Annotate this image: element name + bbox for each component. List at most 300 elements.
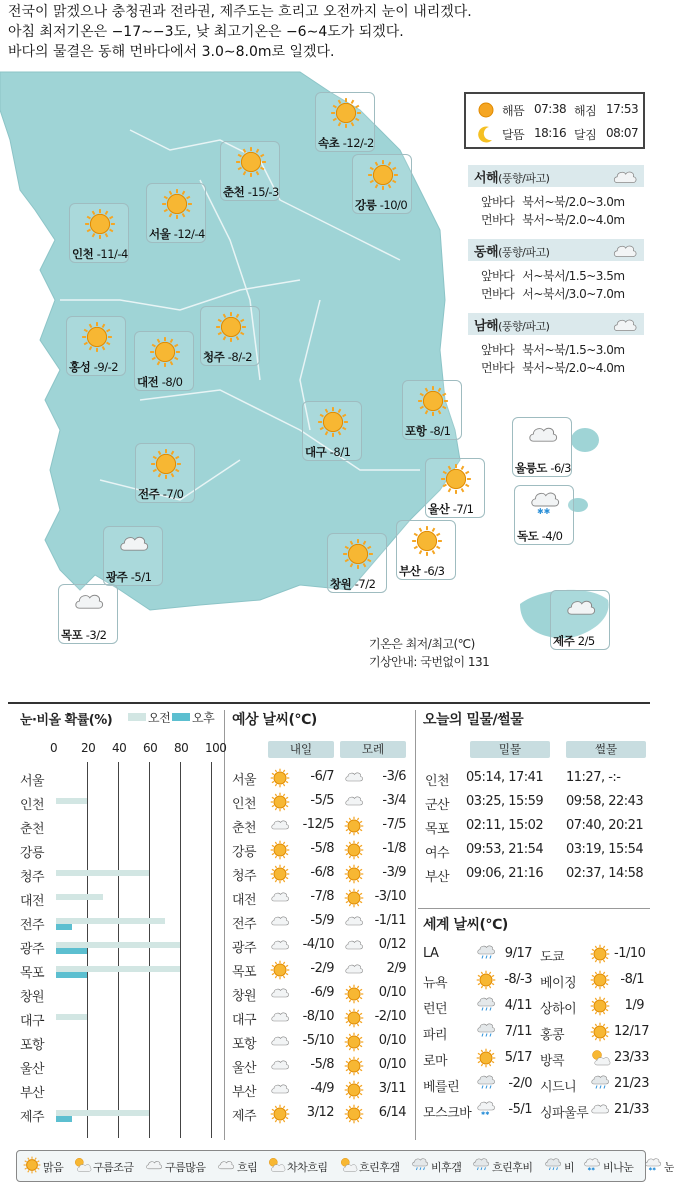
sea-wind-wave: 서~북서/1.5~3.5m bbox=[522, 269, 625, 283]
sun-icon bbox=[84, 208, 116, 240]
world-temp: 21/23 bbox=[614, 1076, 649, 1091]
legend-partly-icon bbox=[73, 1156, 91, 1178]
sun-icon bbox=[440, 463, 472, 495]
city-box-9 bbox=[402, 380, 462, 440]
tide-high: 03:25, 15:59 bbox=[466, 794, 544, 809]
svg-text:✱✱: ✱✱ bbox=[648, 1167, 657, 1173]
sun-icon bbox=[150, 448, 182, 480]
cloud-icon bbox=[344, 936, 364, 955]
forecast-day1-temp: -2/9 bbox=[310, 961, 334, 976]
world-temp: 5/17 bbox=[504, 1050, 532, 1065]
forecast-city: 부산 bbox=[232, 1085, 257, 1100]
sea-near-row bbox=[481, 341, 625, 358]
city-box-11 bbox=[135, 443, 195, 503]
world-city: 시드니 bbox=[540, 1080, 577, 1095]
cloud-icon bbox=[270, 1008, 290, 1027]
city-box-2 bbox=[220, 141, 280, 201]
tide-city: 목포 bbox=[425, 822, 450, 837]
column-divider-1 bbox=[224, 710, 225, 1140]
sunrise-label: 해뜸 bbox=[502, 104, 525, 118]
sun-icon bbox=[367, 159, 399, 191]
forecast-day1-temp: -12/5 bbox=[302, 817, 334, 832]
prob-tick-label: 20 bbox=[81, 741, 96, 755]
tide-title: 오늘의 밀물/썰물 bbox=[423, 712, 524, 728]
map-note-1: 기온은 최저/최고(℃) bbox=[369, 637, 475, 651]
sea-zone-label: 먼바다 bbox=[481, 361, 515, 375]
prob-tick-label: 40 bbox=[112, 741, 127, 755]
forecast-day2-temp: 0/10 bbox=[378, 1057, 406, 1072]
world-temp: -8/-3 bbox=[504, 972, 532, 987]
forecast-day2-header: 모레 bbox=[340, 741, 406, 758]
snow-cloud-icon bbox=[529, 490, 561, 522]
forecast-day2-temp: 6/14 bbox=[378, 1105, 406, 1120]
world-temp: 21/33 bbox=[614, 1102, 649, 1117]
city-temp: -11/-4 bbox=[96, 247, 128, 261]
world-temp: -2/0 bbox=[508, 1076, 532, 1091]
cloud-icon bbox=[270, 1080, 290, 1099]
sunrise-icon bbox=[476, 100, 496, 120]
forecast-day1-temp: -6/9 bbox=[310, 985, 334, 1000]
tide-high: 09:53, 21:54 bbox=[466, 842, 544, 857]
city-temp: -9/-2 bbox=[93, 360, 119, 374]
forecast-day1-temp: 3/12 bbox=[306, 1105, 334, 1120]
rain-icon bbox=[476, 1074, 496, 1094]
pm-legend-label: 오후 bbox=[192, 711, 215, 725]
prob-gridline bbox=[118, 762, 119, 1138]
rain-icon bbox=[590, 1074, 610, 1094]
legend-label: 흐린후갬 bbox=[359, 1161, 400, 1174]
city-name: 포항 bbox=[405, 424, 430, 438]
city-temp: -7/1 bbox=[452, 502, 474, 516]
forecast-day1-temp: -5/5 bbox=[310, 793, 334, 808]
world-city: 베이징 bbox=[540, 976, 577, 991]
prob-tick-label: 0 bbox=[50, 741, 58, 755]
prob-gridline bbox=[87, 762, 88, 1138]
city-temp: -7/2 bbox=[354, 577, 376, 591]
city-label bbox=[223, 184, 279, 200]
legend-label: 비후갬 bbox=[431, 1161, 462, 1174]
sea-near-row bbox=[481, 193, 625, 210]
world-city: 모스크바 bbox=[423, 1106, 472, 1121]
forecast-city: 인천 bbox=[232, 797, 257, 812]
city-box-12 bbox=[425, 458, 485, 518]
headline-line-2: 아침 최저기온은 −17∼−3도, 낮 최고기온은 −6∼4도가 되겠다. bbox=[8, 24, 404, 40]
forecast-city: 춘천 bbox=[232, 821, 257, 836]
sea-name: 서해 bbox=[474, 171, 499, 186]
legend-label: 맑음 bbox=[43, 1161, 64, 1174]
forecast-city: 대전 bbox=[232, 893, 257, 908]
city-name: 광주 bbox=[106, 570, 131, 584]
sun-icon bbox=[81, 321, 113, 353]
city-label bbox=[355, 197, 407, 213]
sea-far-row bbox=[481, 359, 625, 376]
world-temp: 9/17 bbox=[504, 946, 532, 961]
sun-icon bbox=[411, 525, 443, 557]
world-temp: 1/9 bbox=[624, 998, 644, 1013]
legend-snow-icon bbox=[644, 1156, 662, 1175]
city-label bbox=[318, 135, 374, 151]
city-temp: -12/-2 bbox=[342, 136, 374, 150]
cloud-icon bbox=[270, 888, 290, 907]
sea-wind-wave: 서~북서/3.0~7.0m bbox=[522, 287, 625, 301]
prob-pm-bar bbox=[56, 972, 87, 978]
prob-city: 인천 bbox=[20, 798, 45, 813]
city-box-17 bbox=[512, 417, 572, 477]
rain-icon bbox=[476, 944, 496, 964]
cloud-icon bbox=[344, 768, 364, 787]
sun-icon bbox=[270, 960, 290, 984]
sun-icon bbox=[161, 188, 193, 220]
sun-icon bbox=[476, 1048, 496, 1072]
city-box-7 bbox=[200, 306, 260, 366]
world-city: 도쿄 bbox=[540, 950, 565, 965]
city-label bbox=[399, 563, 444, 579]
forecast-city: 포항 bbox=[232, 1037, 257, 1052]
city-label bbox=[69, 359, 118, 375]
cloud-icon bbox=[527, 422, 559, 454]
city-label bbox=[330, 576, 375, 592]
forecast-city: 서울 bbox=[232, 773, 257, 788]
forecast-city: 목포 bbox=[232, 965, 257, 980]
city-box-6 bbox=[66, 316, 126, 376]
cloud-icon bbox=[73, 589, 105, 621]
prob-city: 제주 bbox=[20, 1110, 45, 1125]
forecast-day2-temp: -2/10 bbox=[374, 1009, 406, 1024]
city-name: 홍성 bbox=[69, 360, 94, 374]
sunset-label: 해짐 bbox=[574, 104, 597, 118]
forecast-day1-temp: -4/10 bbox=[302, 937, 334, 952]
pm-legend-swatch bbox=[172, 713, 190, 721]
city-label bbox=[553, 633, 595, 649]
cloud-icon bbox=[270, 912, 290, 931]
world-city: 뉴욕 bbox=[423, 976, 448, 991]
forecast-day2-temp: -3/9 bbox=[382, 865, 406, 880]
sea-title-3 bbox=[468, 313, 644, 335]
forecast-city: 청주 bbox=[232, 869, 257, 884]
prob-city: 목포 bbox=[20, 966, 45, 981]
tide-low: 02:37, 14:58 bbox=[566, 866, 644, 881]
city-temp: 2/5 bbox=[577, 634, 595, 648]
city-name: 서울 bbox=[149, 227, 174, 241]
city-label bbox=[405, 423, 450, 439]
world-temp: 4/11 bbox=[504, 998, 532, 1013]
am-legend-swatch bbox=[128, 713, 146, 721]
sea-wind-wave: 북서~북/2.0~4.0m bbox=[522, 361, 625, 375]
weather-icon-legend bbox=[16, 1150, 674, 1182]
city-name: 속초 bbox=[318, 136, 343, 150]
sun-icon bbox=[330, 97, 362, 129]
tide-high-header: 밀물 bbox=[470, 741, 550, 758]
city-label bbox=[149, 226, 205, 242]
city-temp: -7/0 bbox=[162, 487, 184, 501]
city-box-16 bbox=[58, 584, 118, 644]
city-temp: -8/0 bbox=[161, 375, 183, 389]
sun-icon bbox=[344, 864, 364, 888]
am-legend-label: 오전 bbox=[148, 711, 171, 725]
cloud-icon bbox=[270, 1032, 290, 1051]
world-city: 런던 bbox=[423, 1002, 448, 1017]
city-box-1 bbox=[315, 92, 375, 152]
city-temp: -6/3 bbox=[423, 564, 445, 578]
prob-tick-label: 60 bbox=[143, 741, 158, 755]
city-name: 인천 bbox=[72, 247, 97, 261]
prob-am-bar bbox=[56, 894, 103, 900]
sun-icon bbox=[149, 336, 181, 368]
sea-name: 동해 bbox=[474, 245, 499, 260]
tide-low: 03:19, 15:54 bbox=[566, 842, 644, 857]
cloud-icon bbox=[565, 595, 597, 627]
forecast-day2-temp: -7/5 bbox=[382, 817, 406, 832]
legend-label: 비나눈 bbox=[603, 1161, 634, 1174]
sun-icon bbox=[344, 1080, 364, 1104]
sea-wind-wave: 북서~북/2.0~4.0m bbox=[522, 213, 625, 227]
sun-icon bbox=[590, 944, 610, 968]
sun-icon bbox=[270, 864, 290, 888]
prob-am-bar bbox=[56, 918, 165, 924]
city-label bbox=[428, 501, 473, 517]
sun-icon bbox=[344, 1008, 364, 1032]
sea-subtitle: (풍향/파고) bbox=[498, 320, 550, 333]
legend-label: 구름조금 bbox=[93, 1161, 134, 1174]
snow-icon bbox=[476, 1100, 496, 1120]
sea-title-1 bbox=[468, 165, 644, 187]
forecast-day2-temp: 3/11 bbox=[378, 1081, 406, 1096]
prob-city: 포항 bbox=[20, 1038, 45, 1053]
city-label bbox=[203, 349, 252, 365]
headline-line-1: 전국이 맑겠으나 충청권과 전라권, 제주도는 흐리고 오전까지 눈이 내리겠다. bbox=[8, 4, 472, 20]
forecast-day2-temp: -3/6 bbox=[382, 769, 406, 784]
forecast-day1-temp: -6/8 bbox=[310, 865, 334, 880]
city-box-10 bbox=[302, 401, 362, 461]
forecast-day1-temp: -5/8 bbox=[310, 1057, 334, 1072]
sea-far-row bbox=[481, 285, 625, 302]
legend-partly-icon bbox=[267, 1156, 285, 1178]
svg-text:✱✱: ✱✱ bbox=[481, 1111, 490, 1117]
sea-zone-label: 먼바다 bbox=[481, 213, 515, 227]
sun-icon bbox=[344, 1104, 364, 1128]
forecast-day1-temp: -5/9 bbox=[310, 913, 334, 928]
tide-low-header: 썰물 bbox=[566, 741, 646, 758]
city-label bbox=[515, 460, 571, 476]
sun-icon bbox=[344, 984, 364, 1008]
headline-line-3: 바다의 물결은 동해 먼바다에서 3.0∼8.0m로 일겠다. bbox=[8, 44, 335, 60]
legend-label: 구름많음 bbox=[165, 1161, 206, 1174]
city-name: 전주 bbox=[138, 487, 163, 501]
svg-text:✱✱: ✱✱ bbox=[537, 506, 551, 516]
tide-city: 부산 bbox=[425, 870, 450, 885]
sunset-time: 17:53 bbox=[606, 102, 639, 116]
cloud-icon bbox=[344, 912, 364, 931]
prob-gridline bbox=[180, 762, 181, 1138]
forecast-day1-temp: -5/10 bbox=[302, 1033, 334, 1048]
svg-text:✱✱: ✱✱ bbox=[587, 1167, 596, 1173]
legend-label: 눈 bbox=[664, 1161, 674, 1174]
prob-pm-bar bbox=[56, 948, 87, 954]
partly-icon bbox=[590, 1048, 610, 1072]
sea-near-row bbox=[481, 267, 625, 284]
prob-city: 청주 bbox=[20, 870, 45, 885]
legend-rain-icon bbox=[411, 1156, 429, 1175]
legend-snow-icon bbox=[583, 1156, 601, 1175]
prob-city: 대전 bbox=[20, 894, 45, 909]
sea-wind-wave: 북서~북/2.0~3.0m bbox=[522, 195, 625, 209]
cloud-icon bbox=[344, 960, 364, 979]
column-divider-2 bbox=[415, 710, 416, 1140]
city-label bbox=[72, 246, 128, 262]
sun-icon bbox=[590, 996, 610, 1020]
tide-low: 09:58, 22:43 bbox=[566, 794, 644, 809]
sun-icon bbox=[344, 1056, 364, 1080]
forecast-day2-temp: -3/10 bbox=[374, 889, 406, 904]
prob-pm-bar bbox=[56, 924, 72, 930]
prob-pm-bar bbox=[56, 1116, 72, 1122]
city-label bbox=[138, 486, 183, 502]
forecast-day2-temp: 0/10 bbox=[378, 1033, 406, 1048]
legend-rain-icon bbox=[472, 1156, 490, 1175]
city-label bbox=[137, 374, 182, 390]
tide-low: 11:27, -:- bbox=[566, 770, 621, 785]
world-city: 파리 bbox=[423, 1028, 448, 1043]
world-divider bbox=[418, 908, 650, 909]
sun-icon bbox=[344, 888, 364, 912]
city-name: 창원 bbox=[330, 577, 355, 591]
city-name: 대구 bbox=[305, 445, 330, 459]
rain-icon bbox=[476, 996, 496, 1016]
forecast-city: 대구 bbox=[232, 1013, 257, 1028]
world-title: 세계 날씨(℃) bbox=[423, 917, 508, 933]
city-box-18 bbox=[514, 485, 574, 545]
legend-label: 비 bbox=[564, 1161, 575, 1174]
world-city: 방콕 bbox=[540, 1054, 565, 1069]
cloud-icon bbox=[344, 792, 364, 811]
sun-moon-panel bbox=[464, 92, 645, 149]
city-box-15 bbox=[396, 520, 456, 580]
tide-city: 인천 bbox=[425, 774, 450, 789]
prob-gridline bbox=[211, 762, 212, 1138]
sea-zone-label: 먼바다 bbox=[481, 287, 515, 301]
sun-icon bbox=[344, 840, 364, 864]
moonset-label: 달짐 bbox=[574, 128, 597, 142]
tide-high: 09:06, 21:16 bbox=[466, 866, 544, 881]
forecast-day2-temp: 2/9 bbox=[386, 961, 406, 976]
sun-icon bbox=[344, 1032, 364, 1056]
sun-icon bbox=[235, 146, 267, 178]
city-temp: -8/1 bbox=[329, 445, 351, 459]
legend-cloud-icon bbox=[145, 1156, 163, 1175]
prob-city: 울산 bbox=[20, 1062, 45, 1077]
city-temp: -10/0 bbox=[379, 198, 408, 212]
forecast-day2-temp: -1/11 bbox=[374, 913, 406, 928]
forecast-city: 제주 bbox=[232, 1109, 257, 1124]
city-name: 춘천 bbox=[223, 185, 248, 199]
city-temp: -5/1 bbox=[130, 570, 152, 584]
cloud-icon bbox=[612, 315, 638, 337]
city-box-3 bbox=[352, 154, 412, 214]
prob-city: 춘천 bbox=[20, 822, 45, 837]
world-temp: 23/33 bbox=[614, 1050, 649, 1065]
prob-am-bar bbox=[56, 870, 149, 876]
prob-city: 대구 bbox=[20, 1014, 45, 1029]
forecast-day1-temp: -4/9 bbox=[310, 1081, 334, 1096]
cloud-icon bbox=[270, 816, 290, 835]
sun-icon bbox=[590, 970, 610, 994]
tide-city: 여수 bbox=[425, 846, 450, 861]
city-box-19 bbox=[550, 590, 610, 650]
sea-title-2 bbox=[468, 239, 644, 261]
city-name: 대전 bbox=[137, 375, 162, 389]
world-temp: -5/1 bbox=[508, 1102, 532, 1117]
prob-city: 서울 bbox=[20, 774, 45, 789]
cloud-icon bbox=[612, 167, 638, 189]
city-label bbox=[61, 627, 106, 643]
city-name: 울산 bbox=[428, 502, 453, 516]
forecast-day1-temp: -8/10 bbox=[302, 1009, 334, 1024]
city-name: 강릉 bbox=[355, 198, 380, 212]
tide-low: 07:40, 20:21 bbox=[566, 818, 644, 833]
legend-sun-icon bbox=[23, 1156, 41, 1178]
forecast-city: 광주 bbox=[232, 941, 257, 956]
forecast-day1-temp: -7/8 bbox=[310, 889, 334, 904]
legend-label: 차차흐림 bbox=[287, 1161, 328, 1174]
forecast-day1-temp: -5/8 bbox=[310, 841, 334, 856]
sea-zone-label: 앞바다 bbox=[481, 343, 515, 357]
forecast-city: 울산 bbox=[232, 1061, 257, 1076]
city-temp: -12/-4 bbox=[173, 227, 205, 241]
legend-cloud-icon bbox=[217, 1156, 235, 1175]
moonset-time: 08:07 bbox=[606, 126, 639, 140]
prob-am-bar bbox=[56, 798, 87, 804]
forecast-day2-temp: 0/10 bbox=[378, 985, 406, 1000]
forecast-day2-temp: 0/12 bbox=[378, 937, 406, 952]
sun-icon bbox=[590, 1022, 610, 1046]
prob-tick-label: 80 bbox=[174, 741, 189, 755]
tide-city: 군산 bbox=[425, 798, 450, 813]
city-temp: -6/3 bbox=[550, 461, 572, 475]
sea-wind-wave: 북서~북/1.5~3.0m bbox=[522, 343, 625, 357]
world-city: 상하이 bbox=[540, 1002, 577, 1017]
city-box-13 bbox=[103, 526, 163, 586]
world-temp: -1/10 bbox=[614, 946, 646, 961]
cloud-icon bbox=[270, 1056, 290, 1075]
forecast-day2-temp: -3/4 bbox=[382, 793, 406, 808]
city-temp: -8/-2 bbox=[227, 350, 253, 364]
city-box-14 bbox=[327, 533, 387, 593]
world-temp: -8/1 bbox=[620, 972, 644, 987]
city-name: 부산 bbox=[399, 564, 424, 578]
city-temp: -8/1 bbox=[429, 424, 451, 438]
city-temp: -15/-3 bbox=[247, 185, 279, 199]
city-name: 목포 bbox=[61, 628, 86, 642]
prob-tick-label: 100 bbox=[205, 741, 227, 755]
sea-zone-label: 앞바다 bbox=[481, 195, 515, 209]
city-name: 독도 bbox=[517, 529, 542, 543]
sun-icon bbox=[317, 406, 349, 438]
tide-high: 05:14, 17:41 bbox=[466, 770, 544, 785]
city-label bbox=[305, 444, 350, 460]
cloud-icon bbox=[270, 984, 290, 1003]
prob-am-bar bbox=[56, 1014, 87, 1020]
moon-icon bbox=[476, 124, 496, 144]
cloud-icon bbox=[270, 936, 290, 955]
city-box-4 bbox=[146, 183, 206, 243]
rain-icon bbox=[476, 1022, 496, 1042]
sun-icon bbox=[270, 840, 290, 864]
sea-zone-label: 앞바다 bbox=[481, 269, 515, 283]
legend-label: 흐린후비 bbox=[492, 1161, 533, 1174]
prob-title: 눈·비올 확률(%) bbox=[20, 713, 113, 728]
forecast-city: 강릉 bbox=[232, 845, 257, 860]
sun-icon bbox=[270, 792, 290, 816]
